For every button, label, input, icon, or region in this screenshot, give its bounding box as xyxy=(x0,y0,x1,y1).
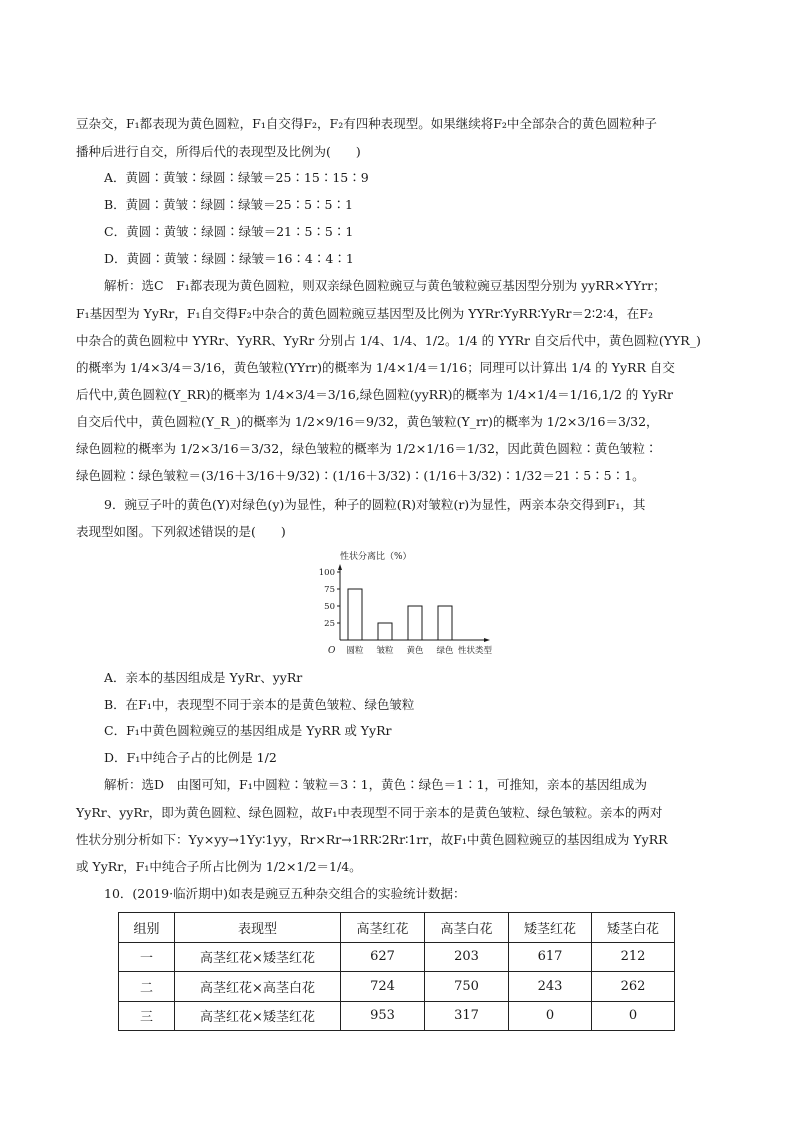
question-10-stem: 10．(2019·临沂期中)如表是豌豆五种杂交组合的实验统计数据： xyxy=(104,886,466,901)
table-cell: 三 xyxy=(119,1001,175,1031)
answer-8-line-3: 中杂合的黄色圆粒中 YYRr、YyRR、YyRr 分别占 1/4、1/4、1/2。1/4 的 YYRr 自交后代中，黄色圆粒(YYR_) xyxy=(76,333,701,348)
table-header-cell: 高茎红花 xyxy=(341,913,425,943)
question-8-stem-line-2: 播种后进行自交，所得后代的表现型及比例为( ) xyxy=(76,144,361,159)
answer-8-line-4: 的概率为 1/4×3/4＝3/16，黄色皱粒(YYrr)的概率为 1/4×1/4＝1/16；同理可以计算出 1/4 的 YyRR 自交 xyxy=(76,360,675,375)
question-8-option-c: C．黄圆∶黄皱∶绿圆∶绿皱＝21∶5∶5∶1 xyxy=(104,224,354,239)
chart-y-tick-label: 100 xyxy=(318,568,335,578)
phenotype-ratio-chart xyxy=(310,546,510,658)
answer-8-line-6: 自交后代中，黄色圆粒(Y_R_)的概率为 1/2×9/16＝9/32，黄色皱粒(Y_rr)的概率为 1/2×3/16＝3/32， xyxy=(76,414,659,429)
question-8-option-a: A．黄圆∶黄皱∶绿圆∶绿皱＝25∶15∶15∶9 xyxy=(104,170,369,185)
table-cell: 0 xyxy=(509,1001,592,1031)
table-cell: 262 xyxy=(592,972,675,1002)
chart-bar-1 xyxy=(348,589,362,640)
question-9-option-d: D．F₁中纯合子占的比例是 1/2 xyxy=(104,750,277,765)
table-cell: 724 xyxy=(341,972,425,1002)
answer-9-line-1: 解析：选D 由图可知，F₁中圆粒∶皱粒＝3∶1，黄色∶绿色＝1∶1，可推知，亲本的基因组成为 xyxy=(104,777,648,792)
question-8-option-b: B．黄圆∶黄皱∶绿圆∶绿皱＝25∶5∶5∶1 xyxy=(104,197,353,212)
question-8-stem-line-1: 豆杂交，F₁都表现为黄色圆粒，F₁自交得F₂，F₂有四种表现型。如果继续将F₂中全部杂合的黄色圆粒种子 xyxy=(76,116,657,131)
table-cell: 243 xyxy=(509,972,592,1002)
table-cell: 317 xyxy=(425,1001,509,1031)
chart-y-axis-label: 性状分离比（%） xyxy=(340,552,412,562)
table-cell: 一 xyxy=(119,942,175,972)
table-row xyxy=(119,972,675,1002)
table-cell: 二 xyxy=(119,972,175,1002)
chart-category-label: 绿色 xyxy=(436,646,454,656)
chart-origin-label: O xyxy=(328,646,336,656)
chart-bar-2 xyxy=(378,623,392,640)
table-cell: 高茎红花×矮茎红花 xyxy=(175,942,341,972)
question-8-option-d: D．黄圆∶黄皱∶绿圆∶绿皱＝16∶4∶4∶1 xyxy=(104,251,354,266)
table-header-cell: 矮茎白花 xyxy=(592,913,675,943)
chart-y-tick-label: 75 xyxy=(324,585,335,595)
chart-y-axis-arrow xyxy=(338,564,342,570)
table-header-cell: 高茎白花 xyxy=(425,913,509,943)
chart-x-axis-label: 性状类型 xyxy=(458,646,493,656)
answer-9-line-3: 性状分别分析如下：Yy×yy→1Yy∶1yy，Rr×Rr→1RR∶2Rr∶1rr，故F₁中黄色圆粒豌豆的基因组成为 YyRR xyxy=(76,832,668,847)
chart-bar-3 xyxy=(408,606,422,640)
table-cell: 953 xyxy=(341,1001,425,1031)
chart-category-label: 皱粒 xyxy=(376,646,394,656)
table-cell: 627 xyxy=(341,942,425,972)
chart-y-tick-label: 25 xyxy=(324,619,335,629)
table-header-row xyxy=(119,913,675,943)
table-cell: 203 xyxy=(425,942,509,972)
chart-category-label: 黄色 xyxy=(406,646,424,656)
question-9-stem-line-1: 9．豌豆子叶的黄色(Y)对绿色(y)为显性，种子的圆粒(R)对皱粒(r)为显性，两亲本杂交得到F₁，其 xyxy=(104,497,646,512)
table-cell: 高茎红花×矮茎红花 xyxy=(175,1001,341,1031)
answer-8-line-2: F₁基因型为 YyRr，F₁自交得F₂中杂合的黄色圆粒豌豆基因型及比例为 YYRr∶YyRR∶YyRr＝2∶2∶4，在F₂ xyxy=(76,306,653,321)
question-9-option-b: B．在F₁中，表现型不同于亲本的是黄色皱粒、绿色皱粒 xyxy=(104,697,415,712)
chart-category-label: 圆粒 xyxy=(346,646,364,656)
table-header-cell: 矮茎红花 xyxy=(509,913,592,943)
answer-8-line-5: 后代中,黄色圆粒(Y_RR)的概率为 1/4×3/4＝3/16,绿色圆粒(yyRR)的概率为 1/4×1/4＝1/16,1/2 的 YyRr xyxy=(76,387,673,402)
table-header-cell: 组别 xyxy=(119,913,175,943)
cross-data-table xyxy=(118,912,675,1031)
table-row xyxy=(119,1001,675,1031)
answer-8-line-8: 绿色圆粒∶绿色皱粒＝(3/16＋3/16＋9/32)∶(1/16＋3/32)∶(1/16＋3/32)∶1/32＝21∶5∶5∶1。 xyxy=(76,468,645,483)
chart-x-axis-arrow xyxy=(484,638,490,642)
table-cell: 212 xyxy=(592,942,675,972)
question-9-option-a: A．亲本的基因组成是 YyRr、yyRr xyxy=(104,670,303,685)
answer-9-line-2: YyRr、yyRr，即为黄色圆粒、绿色圆粒，故F₁中表现型不同于亲本的是黄色皱粒、绿色皱粒。亲本的两对 xyxy=(76,805,663,820)
chart-bar-4 xyxy=(438,606,452,640)
answer-8-line-7: 绿色圆粒的概率为 1/2×3/16＝3/32，绿色皱粒的概率为 1/2×1/16＝1/32，因此黄色圆粒∶黄色皱粒∶ xyxy=(76,441,658,456)
table-header-cell: 表现型 xyxy=(175,913,341,943)
table-cell: 0 xyxy=(592,1001,675,1031)
table-row xyxy=(119,942,675,972)
answer-8-line-1: 解析：选C F₁都表现为黄色圆粒，则双亲绿色圆粒豌豆与黄色皱粒豌豆基因型分别为 yyRR×YYrr； xyxy=(104,278,666,293)
table-cell: 高茎红花×高茎白花 xyxy=(175,972,341,1002)
table-cell: 617 xyxy=(509,942,592,972)
chart-y-tick-label: 50 xyxy=(324,602,335,612)
answer-9-line-4: 或 YyRr，F₁中纯合子所占比例为 1/2×1/2＝1/4。 xyxy=(76,859,362,874)
question-9-option-c: C．F₁中黄色圆粒豌豆的基因组成是 YyRR 或 YyRr xyxy=(104,723,392,738)
question-9-stem-line-2: 表现型如图。下列叙述错误的是( ) xyxy=(76,524,286,539)
table-cell: 750 xyxy=(425,972,509,1002)
